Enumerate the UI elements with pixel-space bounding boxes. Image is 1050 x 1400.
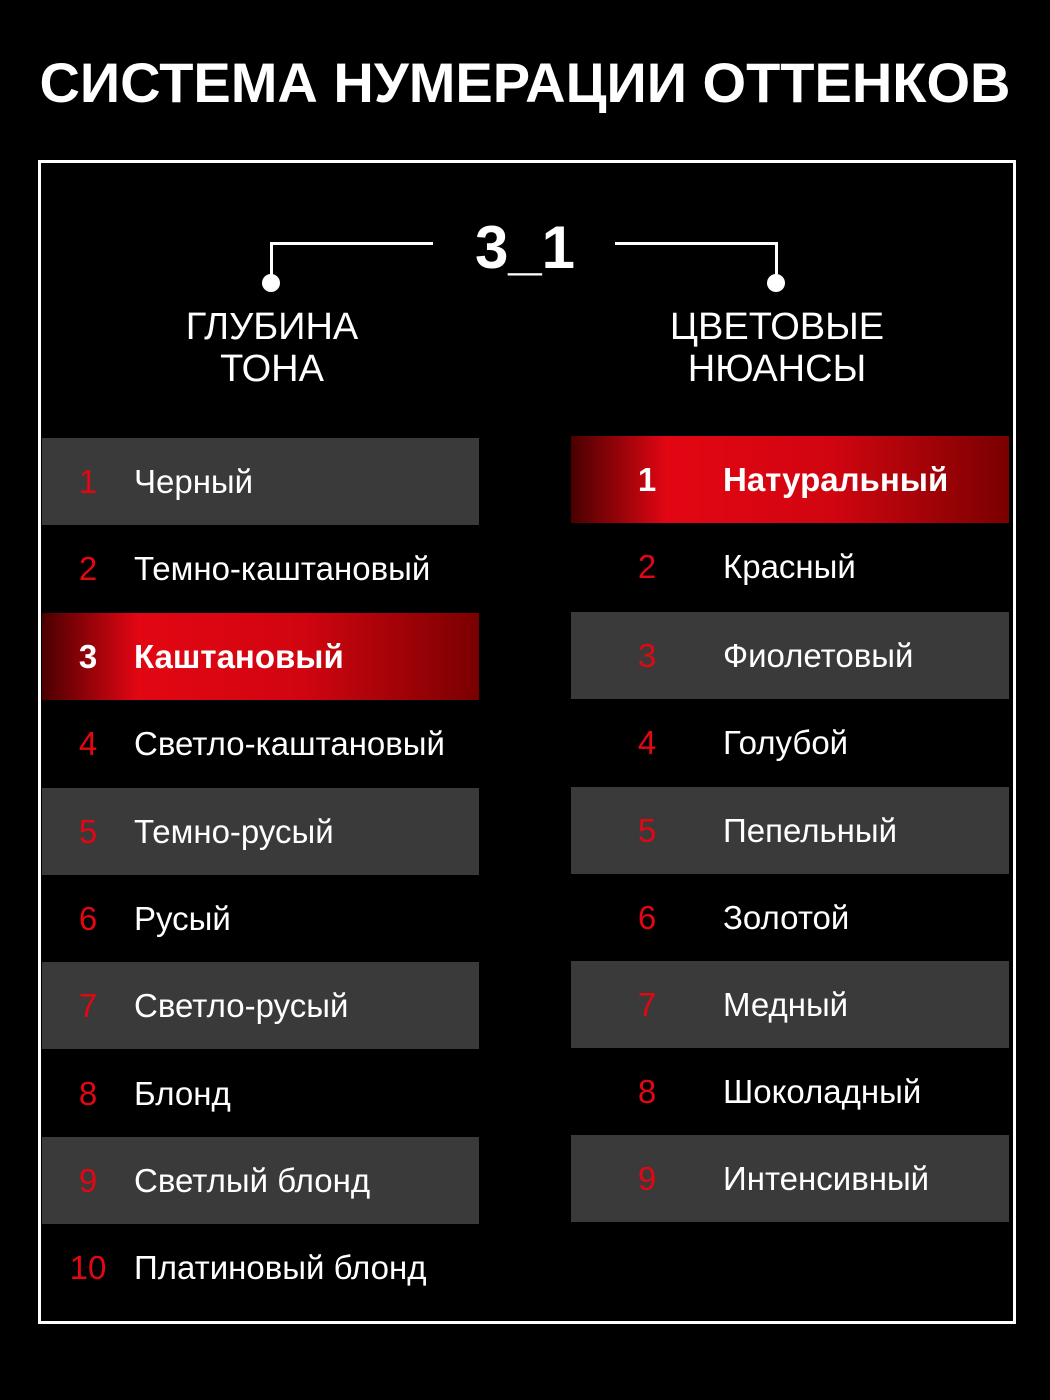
- tone-label: Темно-каштановый: [134, 549, 431, 587]
- nuance-label: Золотой: [723, 898, 850, 936]
- left-bracket-vertical: [270, 242, 273, 278]
- nuance-label: Шоколадный: [723, 1072, 922, 1110]
- tone-number: 2: [78, 549, 98, 587]
- tone-number: 9: [78, 1161, 98, 1199]
- nuance-label: Медный: [723, 985, 849, 1023]
- nuance-number: 9: [637, 1159, 657, 1197]
- color-nuances-heading-line-1: ЦВЕТОВЫЕ: [669, 306, 885, 348]
- tone-number: 7: [78, 986, 98, 1024]
- nuance-row: [571, 961, 1009, 1048]
- nuance-row: [571, 523, 1009, 610]
- tone-label: Черный: [134, 462, 254, 500]
- tone-row: [42, 1224, 479, 1311]
- page-title: СИСТЕМА НУМЕРАЦИИ ОТТЕНКОВ: [39, 51, 1011, 114]
- nuance-row: [571, 1048, 1009, 1135]
- tone-number: 1: [78, 462, 98, 500]
- tone-row: [42, 1137, 479, 1224]
- right-bracket-dot: [767, 274, 785, 292]
- tone-number: 4: [78, 724, 98, 762]
- shade-code: 3_1: [474, 214, 576, 281]
- nuance-number: 4: [637, 723, 657, 761]
- nuance-label: Интенсивный: [723, 1159, 930, 1197]
- tone-row: [42, 1050, 479, 1137]
- right-bracket-horizontal: [615, 242, 777, 245]
- nuance-number: 5: [637, 811, 657, 849]
- nuance-row: [571, 1135, 1009, 1222]
- tone-label: Светло-русый: [134, 986, 349, 1024]
- tone-row: [42, 525, 479, 612]
- color-nuances-heading: [597, 306, 957, 390]
- color-nuances-heading-line-2: НЮАНСЫ: [687, 348, 867, 390]
- left-bracket-dot: [262, 274, 280, 292]
- tone-number: 3: [78, 637, 98, 675]
- tone-row-highlighted: [42, 613, 479, 700]
- nuance-row-highlighted: [571, 436, 1009, 523]
- tone-row: [42, 788, 479, 875]
- nuance-label: Фиолетовый: [723, 636, 914, 674]
- nuance-number: 8: [637, 1072, 657, 1110]
- nuance-label: Пепельный: [723, 811, 898, 849]
- nuance-row: [571, 699, 1009, 786]
- tone-label: Светло-каштановый: [134, 724, 445, 762]
- tone-number: 8: [78, 1074, 98, 1112]
- tone-label: Блонд: [134, 1074, 231, 1112]
- tone-number: 6: [78, 899, 98, 937]
- nuance-label: Голубой: [723, 723, 849, 761]
- tone-depth-heading-line-2: ТОНА: [220, 348, 324, 390]
- tone-row: [42, 962, 479, 1049]
- nuance-label: Красный: [723, 547, 856, 585]
- nuance-row: [571, 874, 1009, 961]
- tone-label: Светлый блонд: [134, 1161, 371, 1199]
- tone-row: [42, 438, 479, 525]
- tone-label: Русый: [134, 899, 231, 937]
- tone-label: Платиновый блонд: [134, 1248, 427, 1286]
- left-bracket-horizontal: [271, 242, 433, 245]
- tone-row: [42, 700, 479, 787]
- right-bracket-vertical: [775, 242, 778, 278]
- nuance-number: 1: [637, 460, 657, 498]
- tone-number: 10: [69, 1248, 107, 1286]
- tone-number: 5: [78, 812, 98, 850]
- tone-label: Темно-русый: [134, 812, 334, 850]
- nuance-row: [571, 787, 1009, 874]
- tone-depth-heading-line-1: ГЛУБИНА: [185, 306, 359, 348]
- tone-label: Каштановый: [134, 637, 344, 675]
- nuance-row: [571, 612, 1009, 699]
- nuance-label: Натуральный: [723, 460, 949, 498]
- nuance-number: 6: [637, 898, 657, 936]
- nuance-number: 7: [637, 985, 657, 1023]
- tone-row: [42, 875, 479, 962]
- nuance-number: 3: [637, 636, 657, 674]
- nuance-number: 2: [637, 547, 657, 585]
- tone-depth-heading: [92, 306, 452, 390]
